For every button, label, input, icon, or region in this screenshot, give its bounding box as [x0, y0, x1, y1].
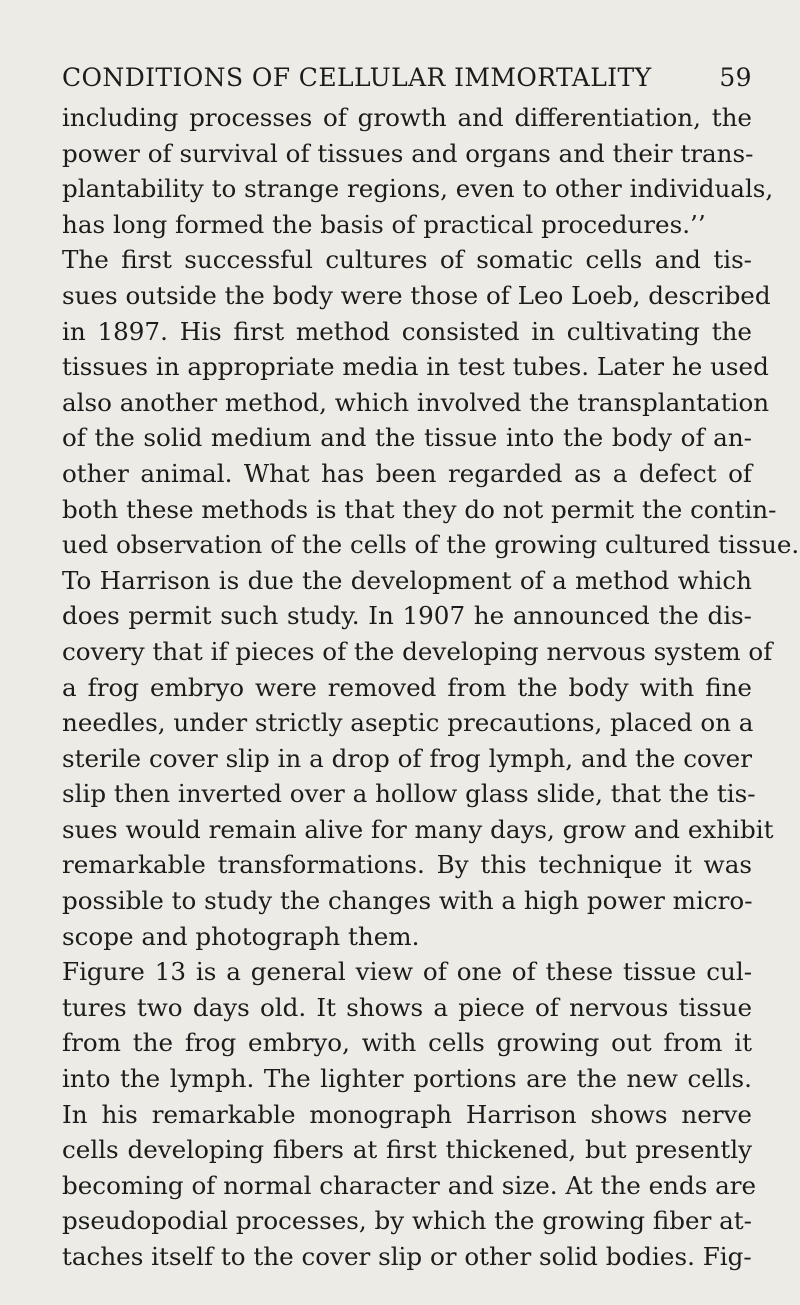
text-line: Figure 13 is a general view of one of these tissue cul-	[62, 957, 752, 987]
text-line: power of survival of tissues and organs and their trans-	[62, 138, 754, 168]
text-line: covery that if pieces of the developing nervous system of	[62, 636, 773, 666]
text-line: taches itself to the cover slip or other solid bodies. Fig-	[62, 1242, 752, 1271]
text-line: In his remarkable monograph Harrison shows nerve	[62, 1099, 752, 1129]
text-line: of the solid medium and the tissue into the body of an-	[62, 423, 752, 453]
text-line: in 1897. His first method consisted in cultivating the	[62, 316, 752, 346]
text-line: other animal. What has been regarded as a defect of	[62, 458, 752, 488]
text-line: possible to study the changes with a high power micro-	[62, 886, 753, 916]
text-line: does permit such study. In 1907 he announced the dis-	[62, 601, 752, 631]
text-line: from the frog embryo, with cells growing out from it	[62, 1028, 752, 1058]
text-line: sues would remain alive for many days, grow and exhibit	[62, 814, 774, 844]
text-line: both these methods is that they do not permit the contin-	[62, 494, 777, 524]
running-head	[62, 60, 752, 96]
text-line: sterile cover slip in a drop of frog lymph, and the cover	[62, 743, 752, 773]
text-line: To Harrison is due the development of a method which	[62, 565, 752, 595]
text-line: needles, under strictly aseptic precautions, placed on a	[62, 708, 754, 738]
text-line: a frog embryo were removed from the body with fine	[62, 672, 752, 702]
body-text	[62, 100, 800, 1275]
text-line: plantability to strange regions, even to other individuals,	[62, 174, 774, 204]
text-line: also another method, which involved the transplantation	[62, 387, 770, 417]
text-line: into the lymph. The lighter portions are the new cells.	[62, 1064, 752, 1094]
text-line: sues outside the body were those of Leo Loeb, described	[62, 280, 771, 310]
text-line: scope and photograph them.	[62, 921, 420, 951]
text-line: remarkable transformations. By this technique it was	[62, 850, 752, 880]
text-line: cells developing fibers at first thickened, but presently	[62, 1135, 752, 1165]
text-line: including processes of growth and differentiation, the	[62, 103, 752, 132]
text-line: ued observation of the cells of the growing cultured tissue.	[62, 530, 800, 560]
text-line: tissues in appropriate media in test tubes. Later he used	[62, 352, 769, 382]
text-line: becoming of normal character and size. At the ends are	[62, 1170, 757, 1200]
text-line: has long formed the basis of practical procedures.’’	[62, 209, 706, 239]
running-head-title: CONDITIONS OF CELLULAR IMMORTALITY	[62, 63, 652, 92]
text-line: tures two days old. It shows a piece of nervous tissue	[62, 992, 752, 1022]
text-line: The first successful cultures of somatic cells and tis-	[62, 245, 752, 275]
page-number: 59	[719, 63, 752, 92]
text-line: slip then inverted over a hollow glass slide, that the tis-	[62, 779, 756, 809]
text-line: pseudopodial processes, by which the growing fiber at-	[62, 1206, 752, 1236]
